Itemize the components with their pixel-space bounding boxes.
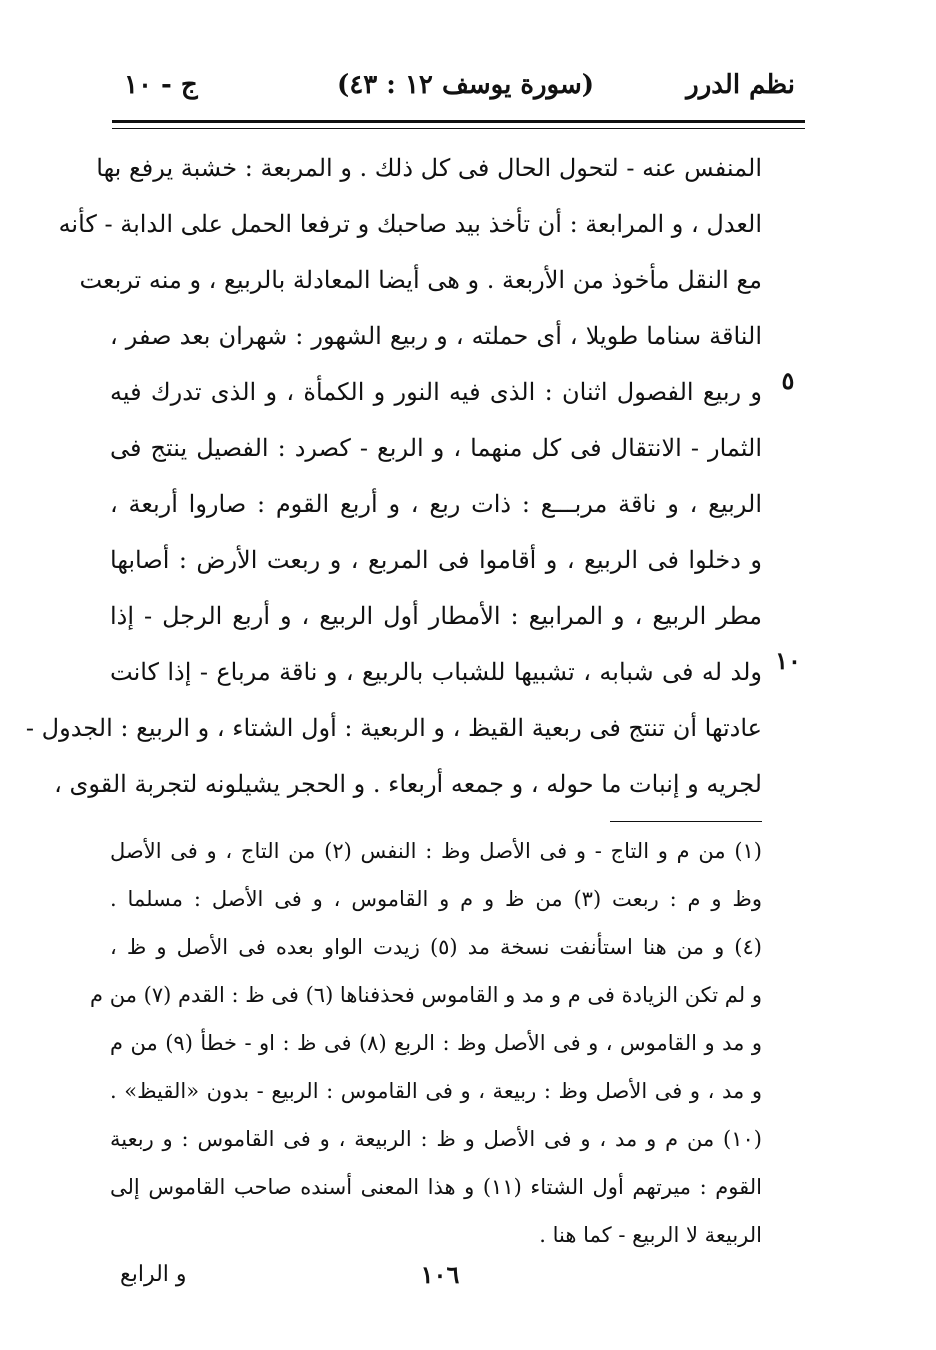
footnote-line: (١) من م و التاج - و فى الأصل وظ : النفس (٢) من التاج ، و فى الأصل (110, 839, 762, 863)
text-line: عادتها أن تنتج فى ربعية القيظ ، و الربعية : أول الشتاء ، و الربيع : الجدول - (25, 714, 762, 742)
text-line: و ربيع الفصول اثنان : الذى فيه النور و الكمأة ، و الذى تدرك فيه (110, 378, 762, 406)
text-line: ولد له فى شبابه ، تشبيها للشباب بالربيع ، و ناقة مرباع - إذا كانت (110, 658, 762, 686)
text-line: و دخلوا فى الربيع ، و أقاموا فى المربع ، و ربعت الأرض : أصابها (110, 546, 762, 574)
surah-reference: (سورة يوسف ١٢ : ٤٣) (337, 70, 595, 100)
text-line: الربيع ، و ناقة مربـــع : ذات ربع ، و أربع القوم : صاروا أربعة ، (110, 490, 763, 518)
text-line: مطر الربيع ، و المرابيع : الأمطار أول الربيع ، و أربع الرجل - إذا (110, 602, 762, 630)
volume-number: ج - ١٠ (124, 70, 198, 100)
text-line: الثمار - الانتقال فى كل منهما ، و الربع - كصرد : الفصيل ينتج فى (110, 434, 762, 462)
running-header (112, 62, 805, 116)
text-line: الناقة سناما طويلا ، أى حملته ، و ربيع الشهور : شهران بعد صفر ، (110, 322, 762, 350)
catchword: و الرابع (120, 1262, 187, 1287)
text-line: مع النقل مأخوذ من الأربعة . و هى أيضا المعادلة بالربيع ، و منه تربعت (79, 266, 762, 294)
footnote-line: و مد ، و فى الأصل وظ : ربيعة ، و فى القاموس : الربيع - بدون «القيظ» . (110, 1079, 762, 1103)
header-rule-thin (112, 128, 805, 129)
text-line: العدل ، و المرابعة : أن تأخذ بيد صاحبك و ترفعا الحمل على الدابة - كأنه (58, 210, 762, 238)
book-title: نظم الدرر (686, 70, 795, 100)
line-marker-10: ١٠ (775, 646, 801, 675)
page-number: ١٠٦ (420, 1260, 460, 1289)
footnote-separator (610, 821, 762, 822)
footnote-line: الربيعة لا الربيع - كما هنا . (539, 1223, 762, 1247)
line-marker-5: ٥ (781, 366, 795, 395)
footnote-line: و مد و القاموس ، و فى الأصل وظ : الربع (٨) فى ظ : او - خطأ (٩) من م (110, 1031, 762, 1055)
header-rule-thick (112, 120, 805, 123)
footnote-line: (٤) و من هنا استأنفت نسخة مد (٥) زيدت الواو بعده فى الأصل و ظ ، (110, 935, 762, 959)
footnote-line: وظ و م : ربعت (٣) من ظ و م و القاموس ، و فى الأصل : مسلما . (110, 887, 762, 911)
text-line: المنفس عنه - لتحول الحال فى كل ذلك . و المربعة : خشبة يرفع بها (96, 154, 762, 182)
footnote-line: و لم تكن الزيادة فى م و مد و القاموس فحذفناها (٦) فى ظ : القدم (٧) من م (90, 983, 762, 1007)
footnote-line: القوم : ميرتهم أول الشتاء (١١) و هذا المعنى أسنده صاحب القاموس إلى (110, 1175, 762, 1199)
text-line: لجريه و إنبات ما حوله ، و جمعه أربعاء . و الحجر يشيلونه لتجربة القوى ، (54, 770, 762, 798)
footnote-line: (١٠) من م و مد ، و فى الأصل و ظ : الربيعة ، و فى القاموس : و ربعية (110, 1127, 762, 1151)
